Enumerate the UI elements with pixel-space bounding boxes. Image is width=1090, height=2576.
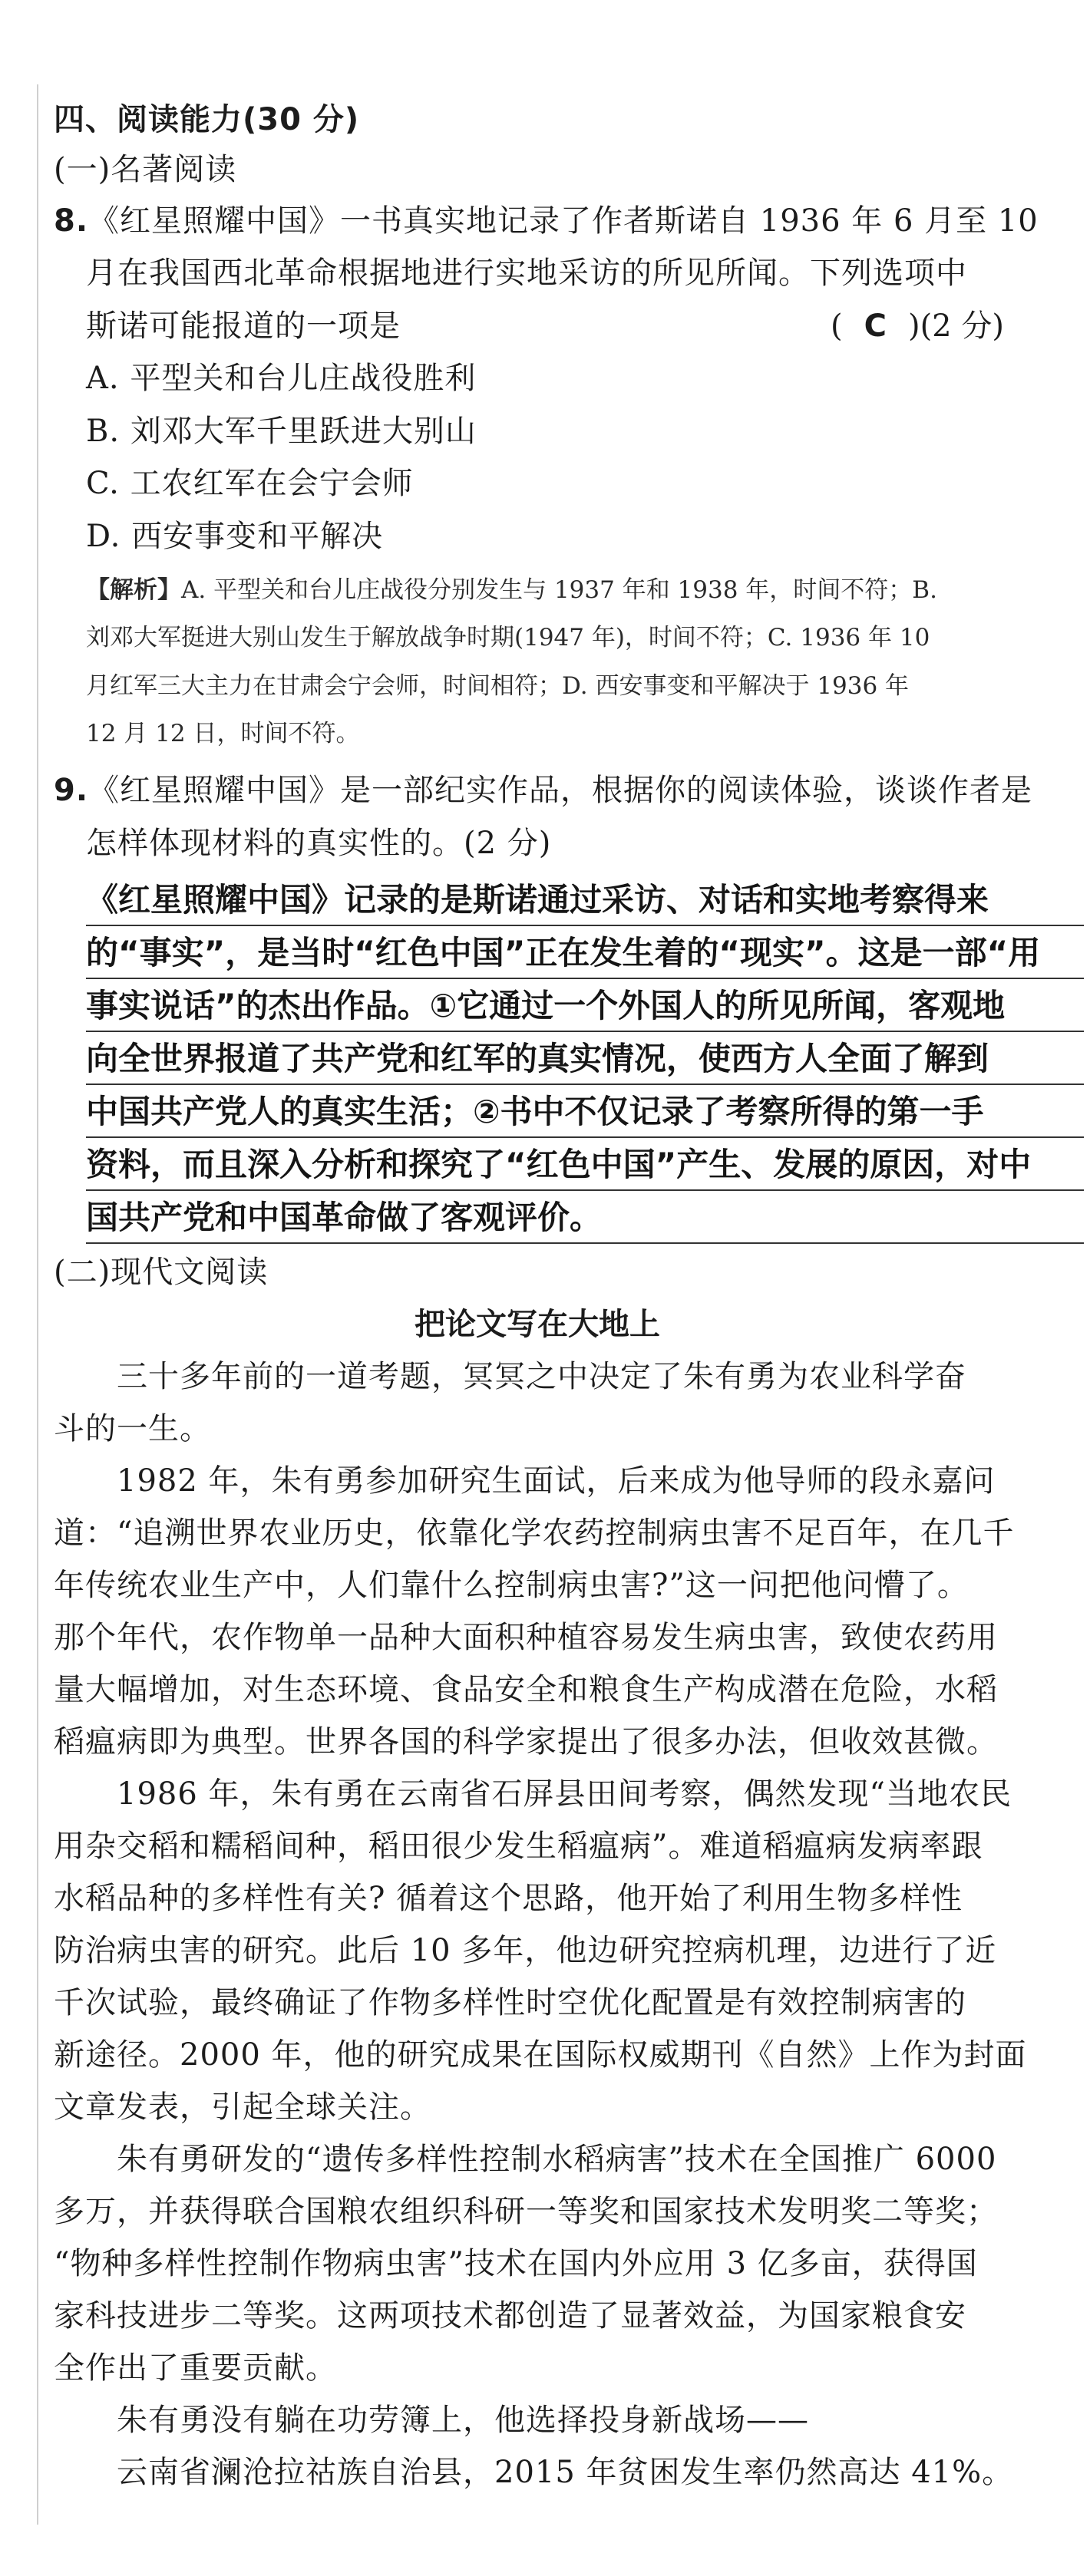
q8-option-c: C. 工农红军在会宁会师 <box>86 466 414 501</box>
article-line: 多万，并获得联合国粮农组织科研一等奖和国家技术发明奖二等奖； <box>54 2194 998 2229</box>
article-line: 云南省澜沧拉祜族自治县，2015 年贫困发生率仍然高达 41%。 <box>117 2455 1014 2490</box>
q8-answer: C <box>864 308 887 344</box>
answer-underline <box>86 1242 1084 1244</box>
article-line: “物种多样性控制作物病虫害”技术在国内外应用 3 亿多亩，获得国 <box>54 2246 978 2281</box>
q8-explanation-line-1: 【解析】A. 平型关和台儿庄战役分别发生与 1937 年和 1938 年，时间不符；B. <box>86 576 937 604</box>
subsection-title-classics: (一)名著阅读 <box>54 152 237 187</box>
article-line: 水稻品种的多样性有关? 循着这个思路，他开始了利用生物多样性 <box>54 1881 963 1916</box>
q8-explanation-line-2: 刘邓大军挺进大别山发生于解放战争时期(1947 年)，时间不符；C. 1936 年 10 <box>86 624 930 651</box>
q9-line-2: 怎样体现材料的真实性的。(2 分) <box>86 826 552 861</box>
article-line: 全作出了重要贡献。 <box>54 2350 337 2386</box>
article-line: 文章发表，引起全球关注。 <box>54 2089 431 2125</box>
article-line: 那个年代，农作物单一品种大面积种植容易发生病虫害，致使农药用 <box>54 1620 998 1655</box>
q8-line-2: 月在我国西北革命根据地进行实地采访的所见所闻。下列选项中 <box>86 256 967 291</box>
q8-option-b: B. 刘邓大军千里跃进大别山 <box>86 414 477 449</box>
article-line: 朱有勇没有躺在功劳簿上，他选择投身新战场—— <box>117 2403 809 2438</box>
article-line: 斗的一生。 <box>54 1411 211 1446</box>
subsection-title-modern: (二)现代文阅读 <box>54 1255 269 1290</box>
q9-line-1: 9.《红星照耀中国》是一部纪实作品，根据你的阅读体验，谈谈作者是 <box>54 773 1033 808</box>
q9-number: 9. <box>54 773 89 808</box>
q9-answer-line-3: 事实说话”的杰出作品。①它通过一个外国人的所见所闻，客观地 <box>86 987 1006 1024</box>
q9-answer-line-4: 向全世界报道了共产党和红军的真实情况，使西方人全面了解到 <box>86 1040 989 1077</box>
q8-line-1: 8.《红星照耀中国》一书真实地记录了作者斯诺自 1936 年 6 月至 10 <box>54 203 1039 239</box>
article-line: 1986 年，朱有勇在云南省石屏县田间考察，偶然发现“当地农民 <box>117 1776 1012 1812</box>
q8-explanation-line-3: 月红军三大主力在甘肃会宁会师，时间相符；D. 西安事变和平解决于 1936 年 <box>86 672 910 700</box>
answer-underline <box>86 925 1084 926</box>
section-heading: 四、阅读能力(30 分) <box>54 102 360 137</box>
q9-answer-line-6: 资料，而且深入分析和探究了“红色中国”产生、发展的原因，对中 <box>86 1146 1032 1183</box>
article-line: 用杂交稻和糯稻间种，稻田很少发生稻瘟病”。难道稻瘟病发病率跟 <box>54 1829 983 1864</box>
article-line: 稻瘟病即为典型。世界各国的科学家提出了很多办法，但收效甚微。 <box>54 1724 998 1760</box>
q9-answer-line-2: 的“事实”，是当时“红色中国”正在发生着的“现实”。这是一部“用 <box>86 934 1041 971</box>
q9-answer-line-1: 《红星照耀中国》记录的是斯诺通过采访、对话和实地考察得来 <box>86 881 989 919</box>
article-line: 防治病虫害的研究。此后 10 多年，他边研究控病机理，边进行了近 <box>54 1933 997 1968</box>
q9-answer-line-7: 国共产党和中国革命做了客观评价。 <box>86 1199 603 1236</box>
article-line: 道：“追溯世界农业历史，依靠化学农药控制病虫害不足百年，在几千 <box>54 1516 1015 1551</box>
margin-line <box>37 84 38 2525</box>
q9-answer-line-5: 中国共产党人的真实生活；②书中不仅记录了考察所得的第一手 <box>86 1093 984 1130</box>
q8-number: 8. <box>54 203 89 239</box>
answer-underline <box>86 1084 1084 1085</box>
answer-underline <box>86 1031 1084 1032</box>
q8-explanation-line-4: 12 月 12 日，时间不符。 <box>86 720 360 747</box>
article-line: 新途径。2000 年，他的研究成果在国际权威期刊《自然》上作为封面 <box>54 2037 1027 2073</box>
explanation-tag: 【解析】 <box>86 576 181 604</box>
article-line: 千次试验，最终确证了作物多样性时空优化配置是有效控制病害的 <box>54 1985 966 2020</box>
q8-option-d: D. 西安事变和平解决 <box>86 519 384 554</box>
q8-option-a: A. 平型关和台儿庄战役胜利 <box>86 361 477 396</box>
q8-line-3: 斯诺可能报道的一项是 <box>86 308 401 344</box>
answer-underline <box>86 1136 1084 1138</box>
article-line: 年传统农业生产中，人们靠什么控制病虫害?”这一问把他问懵了。 <box>54 1568 969 1603</box>
article-line: 朱有勇研发的“遗传多样性控制水稻病害”技术在全国推广 6000 <box>117 2142 997 2177</box>
answer-underline <box>86 978 1084 979</box>
q8-answer-bracket: ( C )(2 分) <box>831 308 1004 344</box>
answer-underline <box>86 1189 1084 1191</box>
article-line: 1982 年，朱有勇参加研究生面试，后来成为他导师的段永嘉问 <box>117 1463 996 1499</box>
article-line: 三十多年前的一道考题，冥冥之中决定了朱有勇为农业科学奋 <box>117 1359 966 1394</box>
article-title: 把论文写在大地上 <box>415 1307 660 1342</box>
article-line: 家科技进步二等奖。这两项技术都创造了显著效益，为国家粮食安 <box>54 2298 966 2334</box>
article-line: 量大幅增加，对生态环境、食品安全和粮食生产构成潜在危险，水稻 <box>54 1672 998 1707</box>
